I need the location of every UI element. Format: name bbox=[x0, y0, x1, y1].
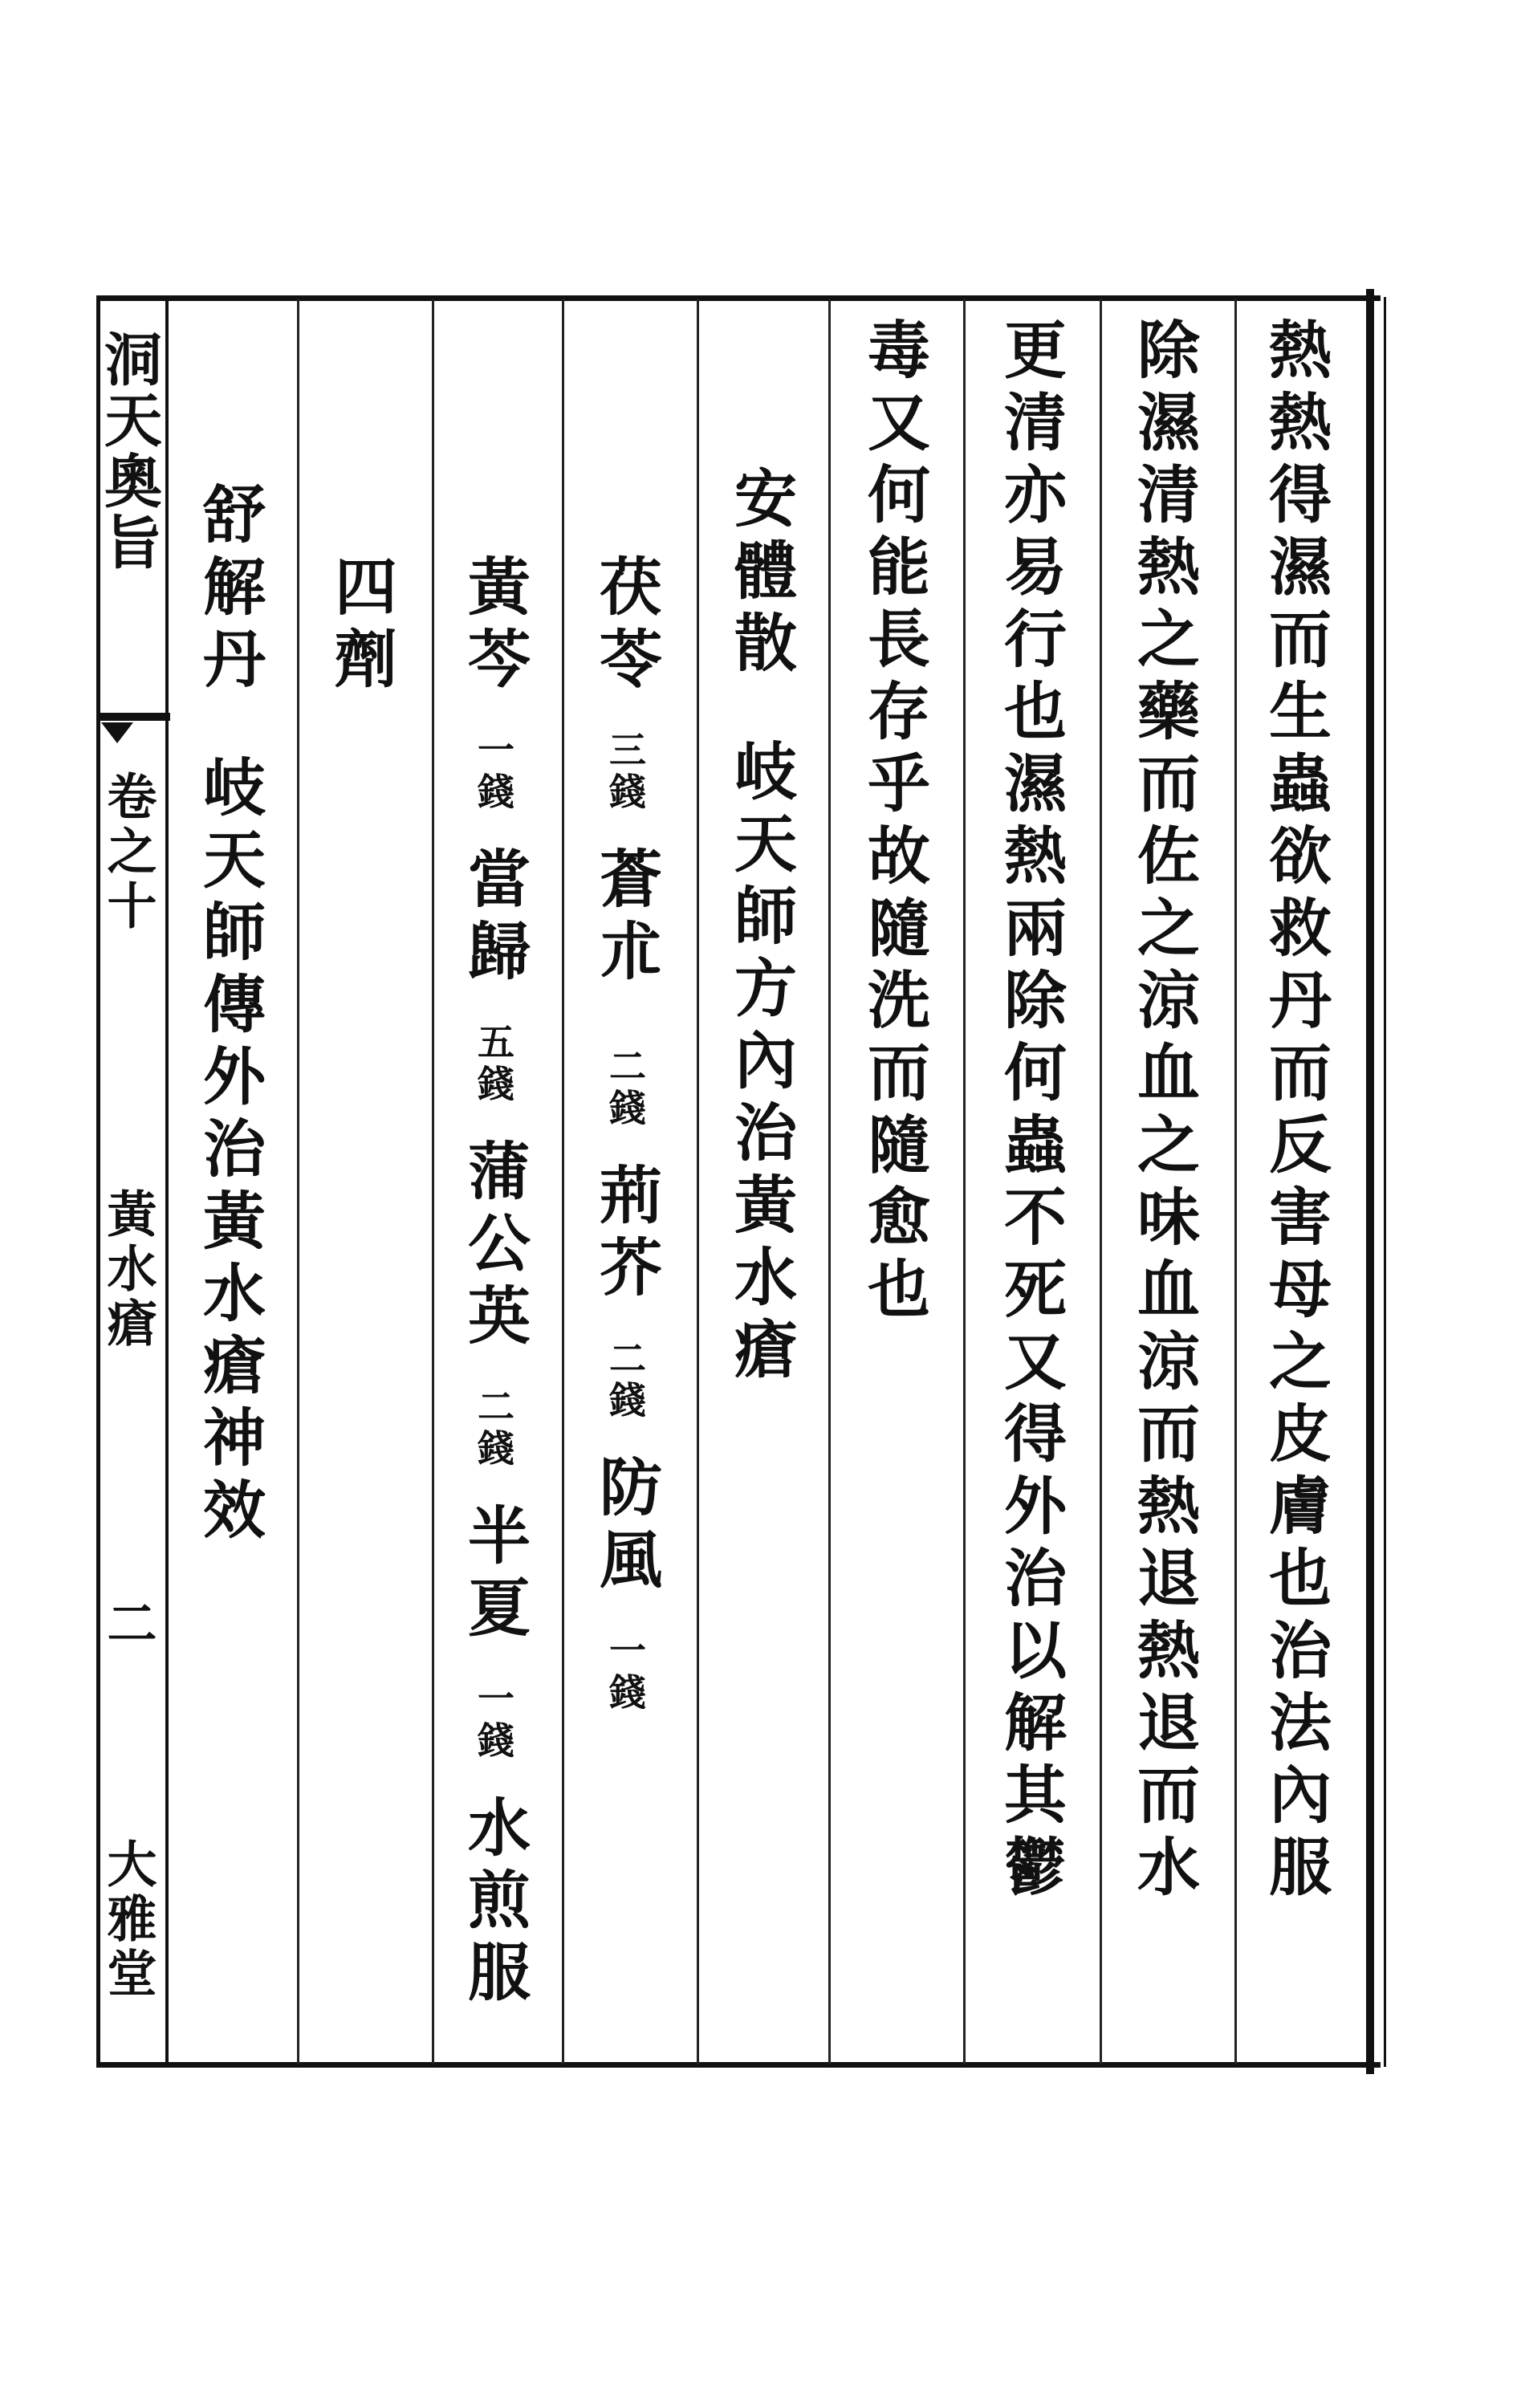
column-rule bbox=[697, 299, 699, 2064]
prescription-note: 岐天師方內治黃水瘡 bbox=[724, 738, 797, 1389]
prescription-title-column bbox=[724, 466, 797, 1389]
second-prescription-column bbox=[193, 482, 266, 1549]
page-edge-right-inner bbox=[1384, 297, 1386, 2067]
fishtail-mark bbox=[101, 722, 133, 743]
banxin-volume: 卷之十 bbox=[99, 771, 157, 934]
ingredient-name: 防風 bbox=[589, 1454, 662, 1599]
text-column-4: 毒又何能長存乎故隨洗而隨愈也 bbox=[857, 317, 930, 1328]
column-rule bbox=[963, 299, 966, 2064]
prescription-note: 岐天師傳外治黃水瘡神效 bbox=[193, 755, 266, 1549]
column-rule bbox=[562, 299, 564, 2064]
prescription-title: 安體散 bbox=[724, 466, 797, 682]
text-column-1: 熱熱得濕而生蟲欲救丹而反害母之皮膚也治法內服 bbox=[1259, 317, 1332, 1906]
preparation-method: 水煎服 bbox=[458, 1795, 531, 2011]
ingredient-dose: 一錢 bbox=[604, 1631, 647, 1714]
text-column-3: 更清亦易行也濕熱兩除何蟲不死又得外治以解其鬱 bbox=[994, 317, 1067, 1906]
ingredient-name: 茯苓 bbox=[589, 554, 662, 698]
ingredient-dose: 三錢 bbox=[604, 730, 647, 814]
banxin-section: 黃水瘡 bbox=[99, 1188, 157, 1352]
ingredient-name: 半夏 bbox=[458, 1503, 531, 1647]
prescription-title: 舒解丹 bbox=[193, 482, 266, 698]
ingredient-column-2 bbox=[458, 554, 531, 2011]
column-rule bbox=[1234, 299, 1237, 2064]
column-rule bbox=[1100, 299, 1102, 2064]
ingredient-name: 蒼朮 bbox=[589, 846, 662, 990]
ingredient-dose: 二錢 bbox=[604, 1339, 647, 1422]
ingredient-dose: 二錢 bbox=[472, 1387, 515, 1470]
banxin-rule bbox=[165, 299, 169, 2064]
ingredient-dose: 一錢 bbox=[472, 730, 515, 814]
column-rule bbox=[828, 299, 831, 2064]
ingredient-column-1 bbox=[589, 554, 662, 1714]
banxin-page-number: 二 bbox=[99, 1597, 157, 1652]
banxin-publisher: 大雅堂 bbox=[99, 1838, 157, 2002]
text-column-2: 除濕清熱之藥而佐之涼血之味血涼而熱退熱退而水 bbox=[1127, 317, 1200, 1906]
ingredient-dose: 二錢 bbox=[604, 1047, 647, 1130]
ingredient-name: 荊芥 bbox=[589, 1162, 662, 1307]
ingredient-name: 蒲公英 bbox=[458, 1138, 531, 1355]
banxin-book-title: 洞天奧旨 bbox=[95, 329, 163, 573]
ingredient-dose: 五錢 bbox=[472, 1023, 515, 1106]
ingredient-dose: 一錢 bbox=[472, 1679, 515, 1763]
ingredient-name: 黃芩 bbox=[458, 554, 531, 698]
column-rule bbox=[297, 299, 299, 2064]
dosage-count-column: 四劑 bbox=[324, 554, 397, 698]
banxin-black-block bbox=[98, 713, 170, 721]
page-edge-right bbox=[1366, 289, 1374, 2074]
column-rule bbox=[432, 299, 434, 2064]
ingredient-name: 當歸 bbox=[458, 846, 531, 990]
